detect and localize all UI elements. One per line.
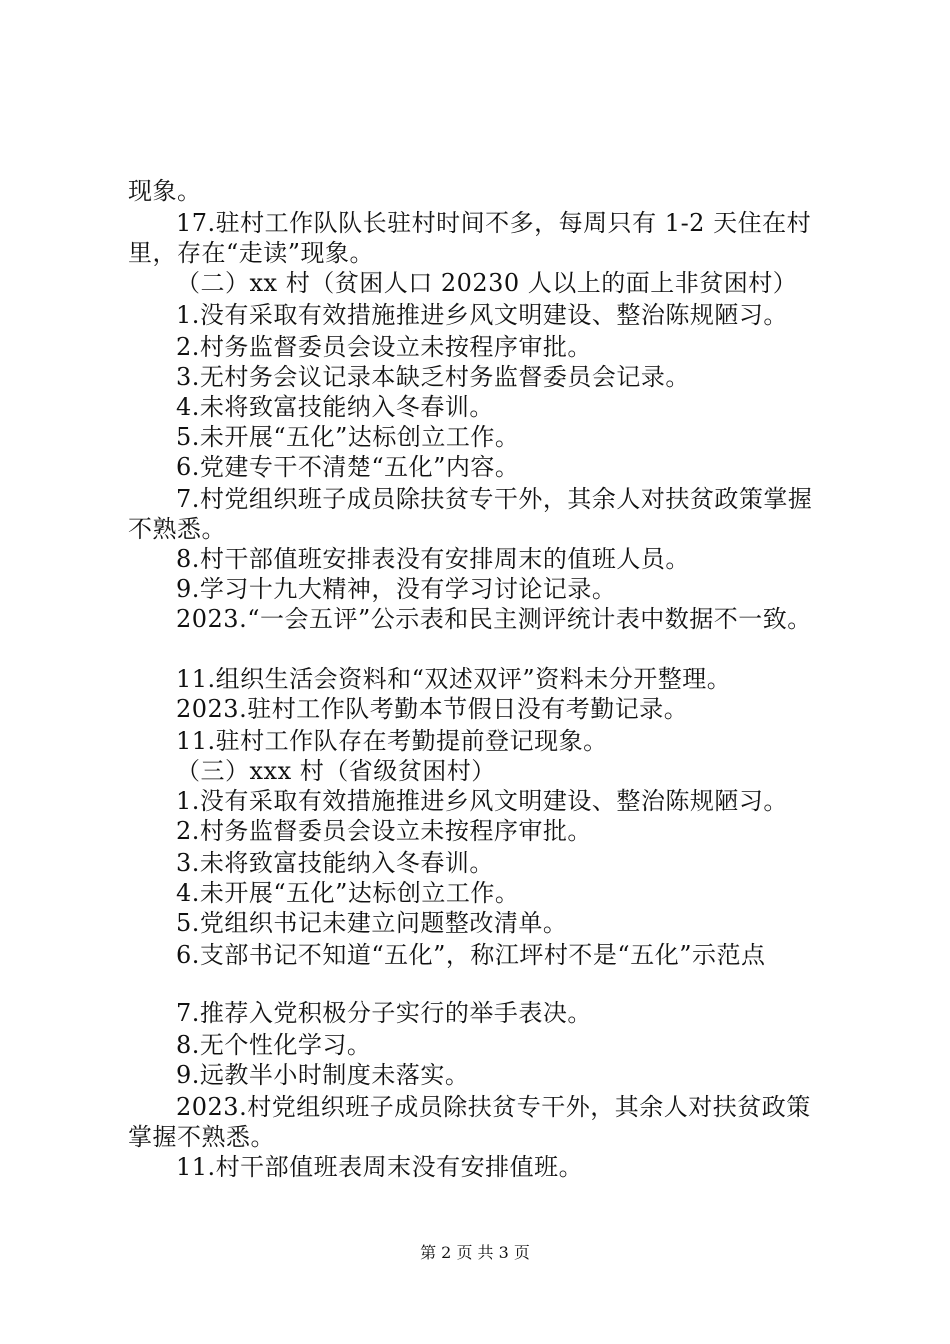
text-line: 4.未将致富技能纳入冬春训。 — [176, 393, 494, 421]
text-line: 7.推荐入党积极分子实行的举手表决。 — [176, 999, 592, 1027]
text-line: 2023.驻村工作队考勤本节假日没有考勤记录。 — [176, 695, 689, 723]
page-number-footer: 第 2 页 共 3 页 — [420, 1243, 530, 1262]
text-line: 里，存在“走读”现象。 — [128, 239, 375, 267]
text-line: 6.党建专干不清楚“五化”内容。 — [176, 453, 520, 481]
section-heading: （二）xx 村（贫困人口 20230 人以上的面上非贫困村） — [176, 269, 798, 297]
text-line: 3.无村务会议记录本缺乏村务监督委员会记录。 — [176, 363, 690, 391]
text-line: 6.支部书记不知道“五化”，称江坪村不是“五化”示范点 — [176, 941, 766, 969]
text-line: 掌握不熟悉。 — [128, 1123, 275, 1151]
text-line: 9.学习十九大精神，没有学习讨论记录。 — [176, 575, 617, 603]
text-line: 1.没有采取有效措施推进乡风文明建设、整治陈规陋习。 — [176, 787, 788, 815]
text-line: 11.组织生活会资料和“双述双评”资料未分开整理。 — [176, 665, 732, 693]
text-line: 5.党组织书记未建立问题整改清单。 — [176, 909, 568, 937]
text-line: 2023.村党组织班子成员除扶贫专干外，其余人对扶贫政策 — [176, 1093, 811, 1121]
text-line: 8.无个性化学习。 — [176, 1031, 372, 1059]
text-line: 7.村党组织班子成员除扶贫专干外，其余人对扶贫政策掌握 — [176, 485, 813, 513]
section-heading: （三）xxx 村（省级贫困村） — [176, 757, 496, 785]
text-line: 不熟悉。 — [128, 515, 226, 543]
text-line: 9.远教半小时制度未落实。 — [176, 1061, 470, 1089]
text-line: 5.未开展“五化”达标创立工作。 — [176, 423, 520, 451]
text-line: 2.村务监督委员会设立未按程序审批。 — [176, 817, 592, 845]
text-line: 现象。 — [128, 177, 202, 205]
text-line: 11.驻村工作队存在考勤提前登记现象。 — [176, 727, 608, 755]
text-line: 2023.“一会五评”公示表和民主测评统计表中数据不一致。 — [176, 605, 812, 633]
text-line: 8.村干部值班安排表没有安排周末的值班人员。 — [176, 545, 690, 573]
text-line: 4.未开展“五化”达标创立工作。 — [176, 879, 520, 907]
text-line: 1.没有采取有效措施推进乡风文明建设、整治陈规陋习。 — [176, 301, 788, 329]
text-line: 2.村务监督委员会设立未按程序审批。 — [176, 333, 592, 361]
text-line: 3.未将致富技能纳入冬春训。 — [176, 849, 494, 877]
text-line: 17.驻村工作队队长驻村时间不多，每周只有 1-2 天住在村 — [176, 209, 812, 237]
text-line: 11.村干部值班表周末没有安排值班。 — [176, 1153, 584, 1181]
